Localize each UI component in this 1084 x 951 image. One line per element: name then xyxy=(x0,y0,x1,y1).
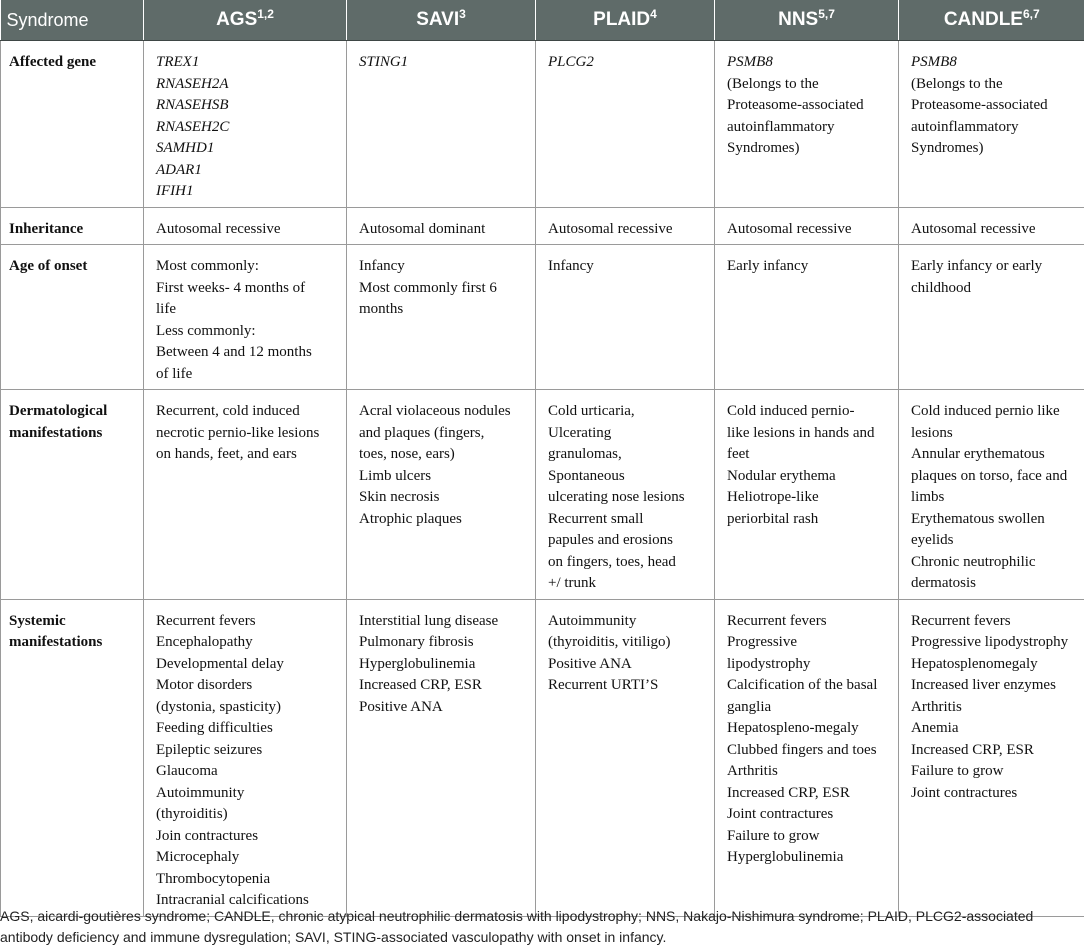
cell-candle xyxy=(899,245,1084,390)
cell-text: of life xyxy=(156,365,193,382)
cell-text: Motor disorders xyxy=(156,677,253,693)
cell-text: Proteasome-associated xyxy=(911,97,1048,113)
cell-text: ADAR1 xyxy=(156,161,202,178)
cell-ags xyxy=(144,207,347,245)
cell-text: Infancy xyxy=(548,258,594,274)
header-label: Syndrome xyxy=(6,9,89,30)
cell-text: (thyroiditis) xyxy=(156,806,228,822)
cell-text: RNASEHSB xyxy=(156,97,229,113)
cell-text: Autosomal recessive xyxy=(727,220,852,237)
cell-text: on fingers, toes, head xyxy=(548,553,676,570)
cell-text: Joint contractures xyxy=(727,806,834,822)
cell-text: Joint contractures xyxy=(911,784,1018,801)
row-label-text: Affected gene xyxy=(9,54,97,70)
cell-text: Autosomal recessive xyxy=(156,220,281,237)
header-candle xyxy=(899,0,1084,41)
cell-text: Feeding difficulties xyxy=(156,720,273,736)
cell-plaid xyxy=(536,245,715,390)
cell-text: Hyperglobulinemia xyxy=(359,655,476,672)
cell-text: (dystonia, spasticity) xyxy=(156,698,281,715)
row-label xyxy=(1,245,144,390)
row-dermatological xyxy=(1,390,1084,600)
cell-savi xyxy=(347,245,536,390)
table-header-row xyxy=(1,0,1084,41)
row-inheritance xyxy=(1,207,1084,245)
cell-nns xyxy=(715,245,899,390)
cell-text: Most commonly: xyxy=(156,258,259,274)
cell-text: Increased CRP, ESR xyxy=(359,677,482,693)
cell-text: Glaucoma xyxy=(156,763,218,779)
table-body xyxy=(1,41,1084,917)
cell-text: Autosomal recessive xyxy=(911,220,1036,237)
cell-text: dermatosis xyxy=(911,575,976,591)
row-label-text: manifestations xyxy=(9,424,103,441)
cell-text: Recurrent small xyxy=(548,510,644,527)
cell-text: (Belongs to the xyxy=(911,75,1003,92)
header-nns xyxy=(715,0,899,41)
cell-ags xyxy=(144,245,347,390)
cell-text: Recurrent fevers xyxy=(911,612,1011,629)
cell-text: Thrombocytopenia xyxy=(156,870,271,887)
cell-text: Microcephaly xyxy=(156,849,240,865)
cell-text: lipodystrophy xyxy=(727,655,811,672)
cell-text: Cold urticaria, xyxy=(548,403,635,419)
cell-text: Infancy xyxy=(359,258,405,274)
header-citation: 6,7 xyxy=(1022,7,1040,21)
cell-text: Limb ulcers xyxy=(359,467,432,484)
cell-plaid xyxy=(536,41,715,208)
cell-text: First weeks- 4 months of xyxy=(156,279,306,296)
cell-text: STING1 xyxy=(359,54,409,70)
cell-text: Hepatospleno-megaly xyxy=(727,720,859,736)
cell-candle xyxy=(899,207,1084,245)
header-syndrome xyxy=(1,0,144,41)
cell-plaid xyxy=(536,207,715,245)
cell-text: RNASEH2A xyxy=(156,75,229,92)
cell-text: papules and erosions xyxy=(548,532,673,548)
header-citation: 5,7 xyxy=(818,7,835,21)
cell-text: Early infancy or early xyxy=(911,258,1043,274)
cell-text: Cold induced pernio- xyxy=(727,403,855,419)
row-affected-gene xyxy=(1,41,1084,208)
cell-text: Autosomal recessive xyxy=(548,220,673,237)
cell-text: months xyxy=(359,301,404,317)
row-age-of-onset xyxy=(1,245,1084,390)
cell-text: TREX1 xyxy=(156,54,200,70)
cell-text: Calcification of the basal xyxy=(727,677,878,693)
cell-text: Nodular erythema xyxy=(727,467,836,484)
cell-savi xyxy=(347,207,536,245)
cell-text: life xyxy=(156,301,176,317)
cell-text: necrotic pernio-like lesions xyxy=(156,424,320,441)
cell-text: Recurrent fevers xyxy=(727,612,827,629)
cell-text: autoinflammatory xyxy=(727,118,835,135)
cell-text: Anemia xyxy=(911,720,959,736)
cell-text: Between 4 and 12 months xyxy=(156,344,312,360)
header-label: PLAID xyxy=(593,9,651,30)
header-citation: 4 xyxy=(650,7,657,21)
cell-text: Syndromes) xyxy=(727,140,800,156)
cell-text: Recurrent URTI’S xyxy=(548,677,659,693)
cell-text: Autosomal dominant xyxy=(359,220,486,237)
cell-text: Ulcerating xyxy=(548,424,612,441)
cell-text: periorbital rash xyxy=(727,510,819,527)
cell-text: ganglia xyxy=(727,698,772,715)
cell-text: Progressive xyxy=(727,634,797,650)
cell-text: (thyroiditis, vitiligo) xyxy=(548,634,671,650)
cell-text: Heliotrope-like xyxy=(727,489,819,505)
cell-text: Most commonly first 6 xyxy=(359,279,497,296)
cell-text: Failure to grow xyxy=(911,763,1004,779)
row-label-text: Dermatological xyxy=(9,403,108,419)
row-label xyxy=(1,599,144,916)
cell-text: Cold induced pernio like xyxy=(911,403,1060,419)
cell-text: Autoimmunity xyxy=(156,784,245,801)
cell-text: Recurrent fevers xyxy=(156,612,256,629)
cell-text: Failure to grow xyxy=(727,827,820,844)
cell-nns xyxy=(715,207,899,245)
header-ags xyxy=(144,0,347,41)
cell-candle xyxy=(899,390,1084,600)
cell-text: Interstitial lung disease xyxy=(359,612,499,629)
header-label: CANDLE xyxy=(943,9,1023,30)
cell-text: Acral violaceous nodules xyxy=(359,403,511,419)
cell-text: Recurrent, cold induced xyxy=(156,403,300,419)
cell-text: plaques on torso, face and xyxy=(911,467,1068,484)
cell-text: Arthritis xyxy=(911,698,962,715)
row-label-text: Inheritance xyxy=(9,220,84,237)
header-citation: 1,2 xyxy=(257,7,274,21)
cell-text: childhood xyxy=(911,279,971,296)
cell-text: Autoimmunity xyxy=(548,612,637,629)
cell-text: Epileptic seizures xyxy=(156,741,263,758)
row-label xyxy=(1,207,144,245)
cell-candle xyxy=(899,599,1084,916)
cell-text: Join contractures xyxy=(156,827,259,844)
cell-text: Proteasome-associated xyxy=(727,97,864,113)
cell-text: Chronic neutrophilic xyxy=(911,553,1036,570)
cell-text: Increased liver enzymes xyxy=(911,677,1056,693)
cell-text: Developmental delay xyxy=(156,655,284,672)
header-label: AGS xyxy=(216,9,258,30)
cell-text: Less commonly: xyxy=(156,322,256,339)
cell-text: PLCG2 xyxy=(548,54,594,70)
cell-candle xyxy=(899,41,1084,208)
row-systemic xyxy=(1,599,1084,916)
cell-text: granulomas, xyxy=(548,446,622,462)
cell-text: Pulmonary fibrosis xyxy=(359,634,474,650)
cell-text: SAMHD1 xyxy=(156,140,215,156)
cell-text: Early infancy xyxy=(727,258,809,274)
cell-text: Increased CRP, ESR xyxy=(911,741,1034,758)
header-citation: 3 xyxy=(459,7,466,21)
cell-text: Hepatosplenomegaly xyxy=(911,655,1038,672)
cell-text: Increased CRP, ESR xyxy=(727,784,850,801)
cell-savi xyxy=(347,390,536,600)
cell-ags xyxy=(144,390,347,600)
cell-text: Arthritis xyxy=(727,763,778,779)
cell-text: Intracranial calcifications xyxy=(156,892,309,908)
header-label: NNS xyxy=(778,9,819,30)
cell-text: Syndromes) xyxy=(911,140,984,156)
cell-text: PSMB8 xyxy=(727,54,773,70)
cell-text: Atrophic plaques xyxy=(359,510,462,527)
cell-text: Encephalopathy xyxy=(156,634,253,650)
cell-text: Hyperglobulinemia xyxy=(727,849,844,865)
cell-savi xyxy=(347,599,536,916)
cell-ags xyxy=(144,41,347,208)
cell-text: PSMB8 xyxy=(911,54,957,70)
cell-ags xyxy=(144,599,347,916)
cell-text: like lesions in hands and xyxy=(727,424,875,441)
cell-nns xyxy=(715,390,899,600)
cell-plaid xyxy=(536,599,715,916)
cell-text: and plaques (fingers, xyxy=(359,424,485,441)
cell-text: Erythematous swollen xyxy=(911,510,1045,527)
header-savi xyxy=(347,0,536,41)
row-label xyxy=(1,390,144,600)
cell-text: toes, nose, ears) xyxy=(359,446,455,462)
cell-text: Spontaneous xyxy=(548,467,625,484)
cell-text: Progressive lipodystrophy xyxy=(911,634,1069,650)
header-plaid xyxy=(536,0,715,41)
cell-text: Skin necrosis xyxy=(359,489,440,505)
cell-text: Clubbed fingers and toes xyxy=(727,741,877,758)
cell-text: +/ trunk xyxy=(548,575,597,591)
cell-text: Positive ANA xyxy=(359,698,443,715)
cell-nns xyxy=(715,599,899,916)
cell-text: Annular erythematous xyxy=(911,446,1045,462)
cell-nns xyxy=(715,41,899,208)
cell-text: Positive ANA xyxy=(548,655,632,672)
cell-savi xyxy=(347,41,536,208)
header-label: SAVI xyxy=(416,9,460,30)
row-label-text: manifestations xyxy=(9,634,103,650)
cell-text: feet xyxy=(727,446,750,462)
cell-text: lesions xyxy=(911,424,953,441)
cell-text: on hands, feet, and ears xyxy=(156,446,297,462)
row-label-text: Systemic xyxy=(9,612,66,629)
cell-text: IFIH1 xyxy=(156,183,194,199)
table-footnote: AGS, aicardi-goutières syndrome; CANDLE, chronic atypical neutrophilic dermatosis with lipodystrophy; NNS, Nakajo-Nishimura syndrome; PLAID, PLCG2-associated antibody deficiency and immune dysregulation; SAVI, STING-associated vasculopathy with onset in infancy. xyxy=(0,908,1034,945)
cell-text: limbs xyxy=(911,489,945,505)
cell-text: (Belongs to the xyxy=(727,75,819,92)
row-label xyxy=(1,41,144,208)
cell-text: ulcerating nose lesions xyxy=(548,489,685,505)
cell-text: autoinflammatory xyxy=(911,118,1019,135)
cell-plaid xyxy=(536,390,715,600)
row-label-text: Age of onset xyxy=(9,258,88,274)
cell-text: eyelids xyxy=(911,532,954,548)
cell-text: RNASEH2C xyxy=(156,118,230,135)
